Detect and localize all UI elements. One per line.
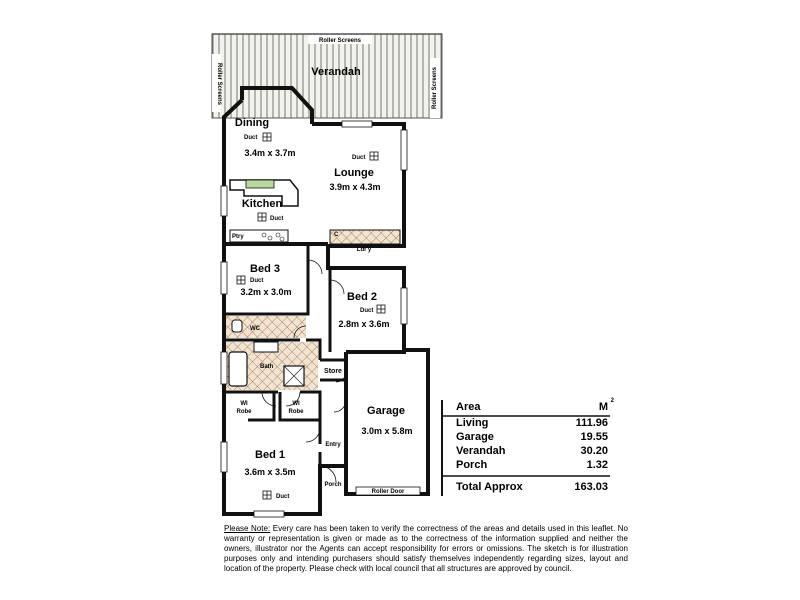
bed3-label: Bed 3 — [250, 263, 280, 275]
dining-duct-label: Duct — [244, 135, 258, 141]
area-header-label: Area — [456, 401, 481, 413]
area-row-verandah: Verandah 30.20 — [456, 445, 608, 457]
wc-label: WC — [250, 326, 260, 332]
disclaimer-note — [224, 524, 628, 574]
wi-robe1-line2: Robe — [236, 409, 252, 415]
verandah-label: Verandah — [311, 66, 361, 78]
laundry-label: Ldr'y — [356, 247, 372, 253]
verandah — [212, 34, 442, 118]
roller-door-label: Roller Door — [371, 489, 405, 495]
pantry-label: Ptry — [232, 234, 244, 240]
bed2-size: 2.8m x 3.6m — [338, 319, 390, 329]
note-text: Every care has been taken to verify the correctness of the areas and details used in this leaflet. No warranty or representation is given or made as to the correctness of the information supplied and neither the owners, illustrator nor the Agents can accept responsibility for errors or omissions. The sketch is for illustration purposes only and intending purchasers should satisfy themselves independently regarding sizes, layout and location of the property. Please check with local council that all structures are approved by council. — [224, 524, 628, 573]
garage-label: Garage — [367, 405, 405, 417]
bed2-duct-label: Duct — [360, 308, 374, 314]
area-row-total: Total Approx 163.03 — [456, 481, 608, 493]
bed1-label: Bed 1 — [255, 449, 285, 461]
bed1-size: 3.6m x 3.5m — [244, 467, 296, 477]
kitchen-duct-label: Duct — [270, 216, 284, 222]
laundry-tiles — [330, 230, 400, 244]
entry-label: Entry — [325, 442, 341, 448]
area-table — [446, 398, 614, 494]
area-row-porch: Porch 1.32 — [456, 459, 608, 471]
toilet — [232, 320, 242, 332]
dining-label: Dining — [234, 117, 270, 129]
store-label: Store — [324, 368, 342, 375]
area-table-header — [446, 398, 614, 416]
bath-label: Bath — [260, 364, 274, 370]
wi-robe2-line2: Robe — [288, 409, 304, 415]
basin — [254, 342, 278, 352]
bed3-size: 3.2m x 3.0m — [240, 287, 292, 297]
roller-screens-top-label: Roller Screens — [318, 38, 362, 44]
lounge-size: 3.9m x 4.3m — [329, 182, 381, 192]
bed1-duct-label: Duct — [276, 494, 290, 500]
lounge-label: Lounge — [334, 167, 374, 179]
kitchen-counter — [230, 180, 298, 242]
porch-label: Porch — [324, 482, 342, 488]
bed2-label: Bed 2 — [347, 291, 377, 303]
laundry-cupboard-label: C — [334, 232, 339, 238]
roller-screens-right-label: Roller Screens — [432, 66, 438, 110]
wi-robe1-line1: WI — [240, 401, 248, 407]
roller-screens-left-label: Roller Screens — [216, 62, 222, 106]
wi-robe2-line1: WI — [292, 401, 300, 407]
lounge-duct-label: Duct — [352, 155, 366, 161]
garage-size: 3.0m x 5.8m — [361, 426, 413, 436]
area-row-garage: Garage 19.55 — [456, 431, 608, 443]
area-row-living: Living 111.96 — [456, 417, 608, 429]
kitchen-label: Kitchen — [241, 198, 283, 210]
dining-size: 3.4m x 3.7m — [244, 148, 296, 158]
bed3-duct-label: Duct — [250, 278, 264, 284]
area-unit: M 2 — [598, 398, 614, 413]
note-label: Please Note: — [224, 524, 271, 533]
bathtub — [229, 352, 247, 386]
